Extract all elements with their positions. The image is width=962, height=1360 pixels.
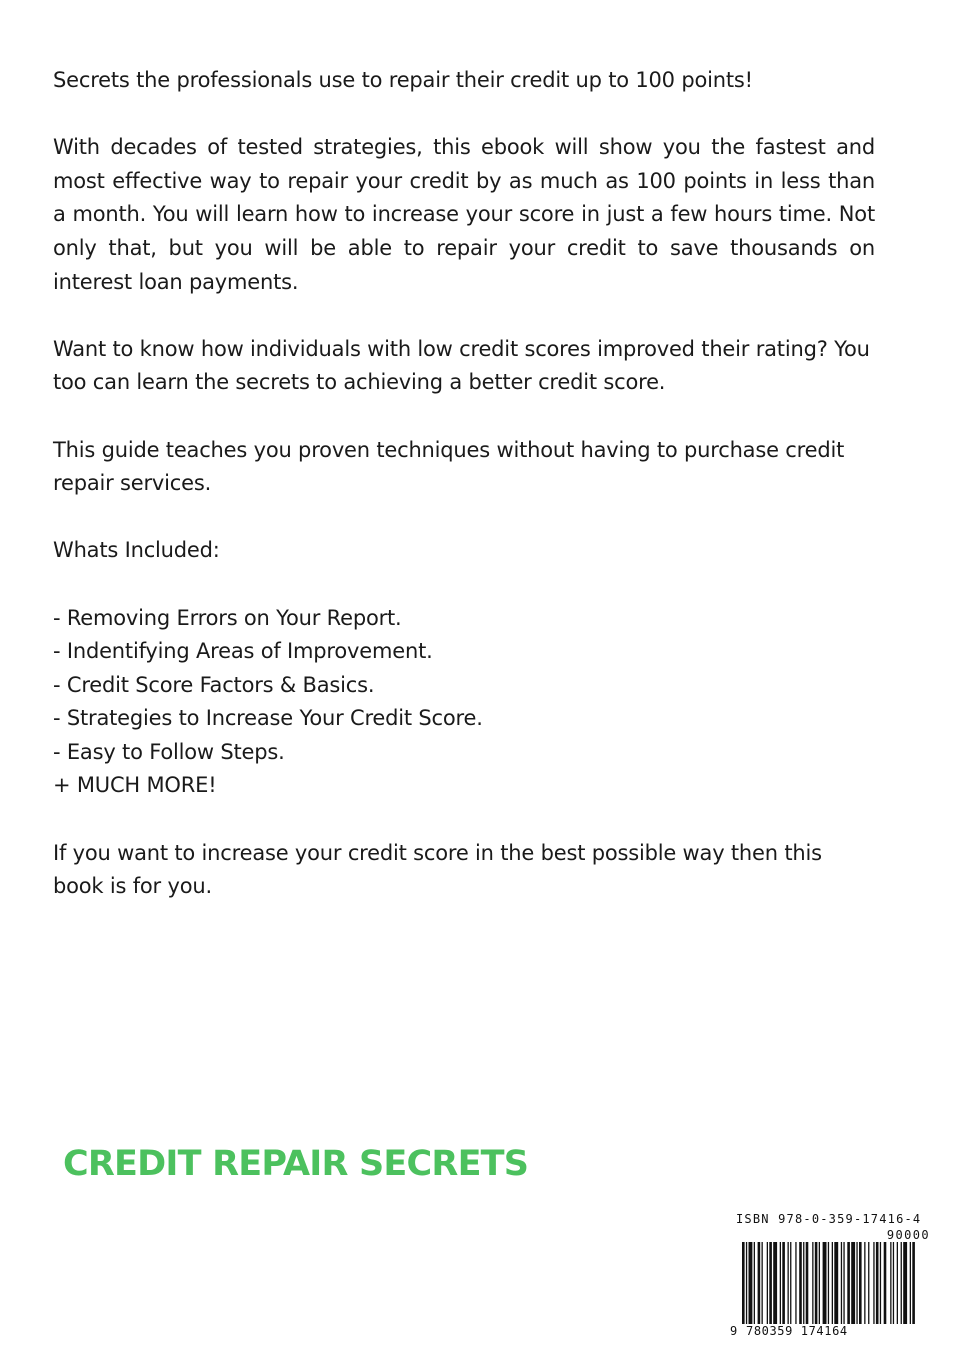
isbn-barcode — [728, 1212, 934, 1342]
barcode-bar — [795, 1242, 796, 1324]
barcode-bar — [790, 1242, 791, 1324]
barcode-bar — [742, 1242, 745, 1324]
book-title: CREDIT REPAIR SECRETS — [63, 1144, 529, 1184]
barcode-bar — [799, 1242, 802, 1324]
barcode-bar — [767, 1242, 768, 1324]
paragraph-strategies: With decades of tested strategies, this ebook will show you the fastest and most effective way to repair your credit by as much as 100 points in less than a month. You will learn how to increase your score in just a few hours time. Not only that, but you will be able to repair your credit to save thousands on interest loan payments. — [53, 135, 875, 294]
barcode-bar — [819, 1242, 820, 1324]
barcode-bar — [880, 1242, 881, 1324]
list-item: - Easy to Follow Steps. — [53, 739, 285, 764]
barcode-bar — [812, 1242, 813, 1324]
list-item: - Strategies to Increase Your Credit Score. — [53, 706, 483, 731]
barcode-lead-digit: 9 — [730, 1324, 738, 1338]
barcode-bar — [897, 1242, 898, 1324]
barcode-bar — [749, 1242, 753, 1324]
closing-line: If you want to increase your credit score in the best possible way then this book is for you. — [53, 840, 822, 899]
barcode-bar — [782, 1242, 785, 1324]
intro-line: Secrets the professionals use to repair their credit up to 100 points! — [53, 68, 753, 92]
barcode-bar — [823, 1242, 827, 1324]
barcode-bar — [758, 1242, 761, 1324]
barcode-bar — [780, 1242, 781, 1324]
barcode-bar — [903, 1242, 907, 1324]
barcode-bar — [856, 1242, 857, 1324]
list-item: - Indentifying Areas of Improvement. — [53, 639, 433, 664]
barcode-bar — [910, 1242, 911, 1324]
paragraph-guide: This guide teaches you proven techniques without having to purchase credit repair services. — [53, 437, 845, 496]
barcode-bar — [859, 1242, 862, 1324]
barcode-digits: 780359 174164 — [746, 1324, 848, 1338]
barcode-bar — [803, 1242, 804, 1324]
barcode-bar — [773, 1242, 777, 1324]
barcode-bar — [847, 1242, 850, 1324]
barcode-bar — [746, 1242, 747, 1324]
barcode-bar — [828, 1242, 829, 1324]
barcode-bar — [912, 1242, 915, 1324]
list-item: - Credit Score Factors & Basics. — [53, 672, 375, 697]
barcode-bar — [834, 1242, 838, 1324]
barcode-bar — [884, 1242, 887, 1324]
isbn-text: ISBN 978-0-359-17416-4 — [736, 1212, 922, 1226]
barcode-bar — [876, 1242, 879, 1324]
list-item: + MUCH MORE! — [53, 773, 217, 798]
description-copy — [53, 64, 875, 937]
paragraph-low-scores: Want to know how individuals with low credit scores improved their rating? You too can learn the secrets to achieving a better credit score. — [53, 336, 870, 395]
barcode-bar — [832, 1242, 833, 1324]
barcode-bar — [851, 1242, 855, 1324]
barcode-bar — [841, 1242, 842, 1324]
barcode-bar — [788, 1242, 789, 1324]
barcode-bar — [864, 1242, 865, 1324]
price-code: 90000 — [886, 1228, 930, 1242]
included-heading: Whats Included: — [53, 538, 220, 563]
barcode-bar — [769, 1242, 772, 1324]
barcode-bar — [901, 1242, 902, 1324]
included-list — [53, 602, 875, 804]
barcode-bar — [806, 1242, 809, 1324]
list-item: - Removing Errors on Your Report. — [53, 605, 402, 630]
barcode-bar — [754, 1242, 755, 1324]
barcode-bar — [893, 1242, 894, 1324]
barcode-bar — [762, 1242, 763, 1324]
barcode-bar — [890, 1242, 891, 1324]
barcode-bar — [815, 1242, 818, 1324]
barcode-bars-icon — [728, 1242, 934, 1326]
barcode-bar — [868, 1242, 869, 1324]
barcode-bar — [843, 1242, 844, 1324]
barcode-bar — [873, 1242, 874, 1324]
